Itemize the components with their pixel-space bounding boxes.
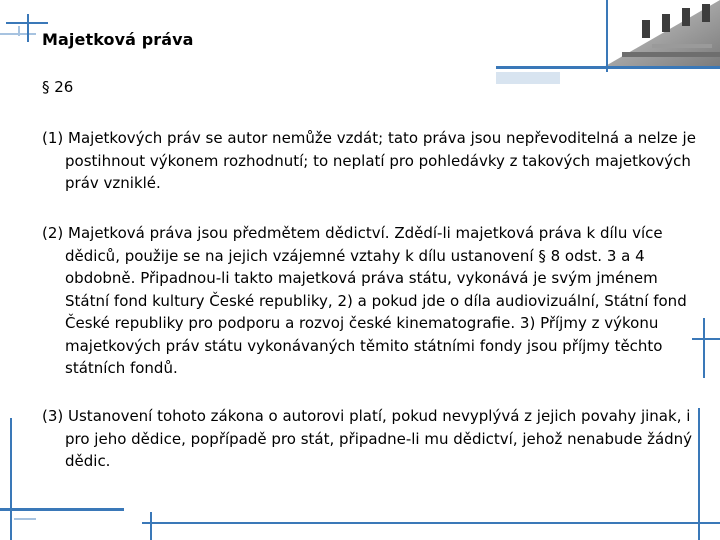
decor-line-bottom-horizontal xyxy=(0,508,124,511)
slide-title: Majetková práva xyxy=(42,30,194,49)
paragraph-1: (1) Majetkových práv se autor nemůže vzdát; tato práva jsou nepřevoditelná a nelze je postihnout výkonem rozhodnutí; to neplatí pro pohledávky z takových majetkových práv vzniklé. xyxy=(42,129,696,192)
decor-line-top-left-vertical xyxy=(27,14,29,42)
decor-line-bottom-vertical xyxy=(150,512,152,540)
section-number: § 26 xyxy=(42,78,74,96)
building-facade-photo xyxy=(582,0,720,68)
decor-line-bottom-left-vertical xyxy=(10,418,12,540)
decor-line-top-right-vertical xyxy=(606,0,608,72)
decor-line-bottom-horizontal-2 xyxy=(142,522,720,524)
decor-line-top-right-horizontal xyxy=(496,66,720,69)
decor-block-top-right xyxy=(496,72,560,84)
paragraph-2: (2) Majetková práva jsou předmětem dědictví. Zdědí-li majetková práva k dílu více dědiců, použije se na jejich vzájemné vztahy k dílu ustanovení § 8 odst. 3 a 4 obdobně. Připadnou-li takto majetková práva státu, vykonává je svým jménem Státní fond kultury České republiky, 2) a pokud jde o díla audiovizuální, Státní fond České republiky pro podporu a rozvoj české kinematografie. 3) Příjmy z výkonu majetkových práv státu vykonávaných těmito státními fondy jsou příjmy těchto státních fondů. xyxy=(42,224,687,377)
paragraph-3: (3) Ustanovení tohoto zákona o autorovi platí, pokud nevyplývá z jejich povahy jinak, i pro jeho dědice, popřípadě pro stát, připadne-li mu dědictví, jehož nenabude žádný dědic. xyxy=(42,407,693,470)
decor-line-top-left-vertical-2 xyxy=(18,26,20,36)
decor-line-bottom-left-small xyxy=(14,518,36,520)
